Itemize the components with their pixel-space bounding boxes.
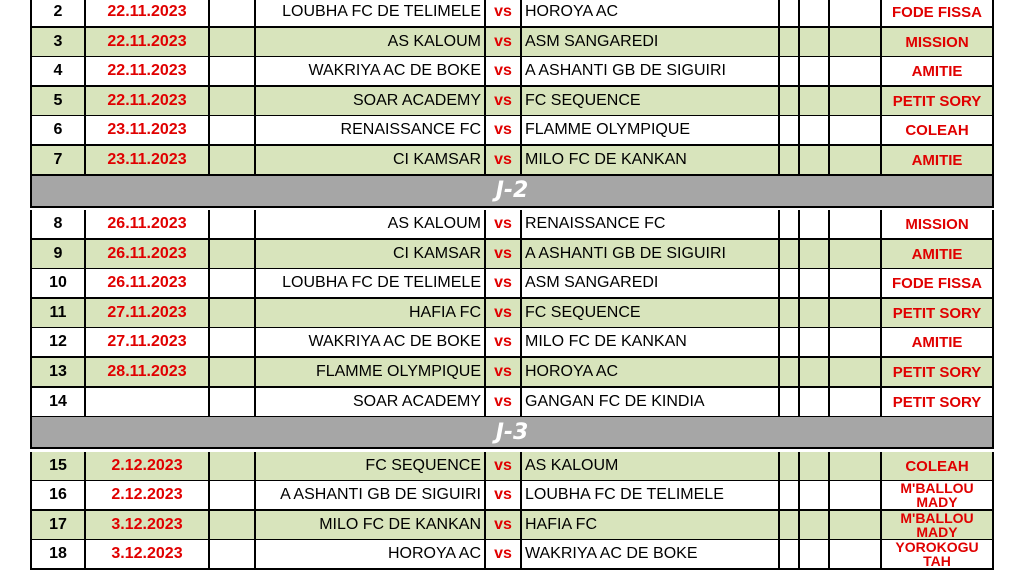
match-date: 22.11.2023 [86,0,210,26]
home-team: MILO FC DE KANKAN [256,511,486,539]
match-number: 7 [32,146,86,174]
home-team: CI KAMSAR [256,146,486,174]
blank-cell [830,0,882,26]
table-row [30,328,994,358]
blank-cell [800,511,830,539]
match-number: 8 [32,210,86,238]
blank-cell [800,388,830,416]
blank-cell [800,452,830,480]
away-team: MILO FC DE KANKAN [522,146,780,174]
blank-cell [780,511,800,539]
blank-cell [780,358,800,386]
table-row [30,116,994,146]
blank-cell [780,540,800,568]
table-row [30,452,994,482]
blank-cell [800,116,830,144]
blank-cell [830,269,882,297]
blank-cell [830,540,882,568]
blank-cell [780,269,800,297]
table-row [30,299,994,329]
table-row [30,0,994,28]
away-team: FLAMME OLYMPIQUE [522,116,780,144]
stadium-name: MISSION [905,215,969,233]
home-team: SOAR ACADEMY [256,388,486,416]
away-team: HOROYA AC [522,358,780,386]
blank-cell [210,452,256,480]
blank-cell [210,57,256,85]
blank-cell [210,0,256,26]
blank-cell [780,481,800,509]
home-team: AS KALOUM [256,210,486,238]
blank-cell [210,358,256,386]
table-row [30,511,994,541]
away-team: FC SEQUENCE [522,299,780,327]
match-date: 26.11.2023 [86,210,210,238]
stadium-name: COLEAH [905,457,969,475]
blank-cell [800,269,830,297]
blank-cell [830,328,882,356]
vs-label: vs [486,540,522,568]
blank-cell [800,358,830,386]
blank-cell [800,328,830,356]
blank-cell [800,87,830,115]
blank-cell [210,116,256,144]
match-date: 3.12.2023 [86,540,210,568]
blank-cell [800,299,830,327]
stadium-name: COLEAH [905,121,969,139]
blank-cell [210,328,256,356]
home-team: LOUBHA FC DE TELIMELE [256,269,486,297]
match-number: 2 [32,0,86,26]
stadium-name: PETIT SORY [892,393,982,411]
match-date: 22.11.2023 [86,87,210,115]
match-number: 4 [32,57,86,85]
away-team: ASM SANGAREDI [522,269,780,297]
blank-cell [800,146,830,174]
blank-cell [780,116,800,144]
vs-label: vs [486,358,522,386]
vs-label: vs [486,87,522,115]
blank-cell [830,358,882,386]
blank-cell [800,210,830,238]
blank-cell [830,210,882,238]
blank-cell [780,210,800,238]
blank-cell [780,299,800,327]
match-number: 6 [32,116,86,144]
stadium-name: FODE FISSA [891,274,982,292]
away-team: A ASHANTI GB DE SIGUIRI [522,57,780,85]
table-row [30,240,994,270]
round-separator [30,417,994,449]
blank-cell [830,57,882,85]
vs-label: vs [486,116,522,144]
stadium-line: YOROKOGU [895,540,979,555]
match-date: 27.11.2023 [86,328,210,356]
vs-label: vs [486,299,522,327]
table-row [30,358,994,388]
blank-cell [780,452,800,480]
blank-cell [780,87,800,115]
home-team: WAKRIYA AC DE BOKE [256,328,486,356]
blank-cell [800,0,830,26]
match-date: 22.11.2023 [86,57,210,85]
stadium-name: PETIT SORY [892,304,982,322]
stadium-line: M'BALLOU [900,481,974,496]
blank-cell [830,28,882,56]
match-number: 17 [32,511,86,539]
blank-cell [800,540,830,568]
home-team: SOAR ACADEMY [256,87,486,115]
match-number: 11 [32,299,86,327]
match-number: 14 [32,388,86,416]
match-date [86,388,210,416]
blank-cell [210,28,256,56]
stadium-name [882,511,992,539]
home-team: HAFIA FC [256,299,486,327]
match-date: 28.11.2023 [86,358,210,386]
stadium-name: AMITIE [911,62,963,80]
round-label: J-2 [495,178,529,204]
blank-cell [210,388,256,416]
table-row [30,540,994,570]
blank-cell [830,146,882,174]
match-number: 3 [32,28,86,56]
vs-label: vs [486,146,522,174]
vs-label: vs [486,240,522,268]
match-date: 23.11.2023 [86,146,210,174]
stadium-name: AMITIE [911,245,963,263]
vs-label: vs [486,0,522,26]
away-team: ASM SANGAREDI [522,28,780,56]
stadium-name [882,481,992,509]
blank-cell [830,87,882,115]
blank-cell [210,299,256,327]
blank-cell [780,146,800,174]
blank-cell [210,240,256,268]
blank-cell [780,388,800,416]
home-team: RENAISSANCE FC [256,116,486,144]
table-row [30,57,994,87]
match-number: 18 [32,540,86,568]
home-team: A ASHANTI GB DE SIGUIRI [256,481,486,509]
blank-cell [830,240,882,268]
blank-cell [800,240,830,268]
blank-cell [210,481,256,509]
table-row [30,481,994,511]
blank-cell [800,481,830,509]
blank-cell [210,210,256,238]
match-number: 9 [32,240,86,268]
table-row [30,388,994,418]
away-team: RENAISSANCE FC [522,210,780,238]
match-number: 16 [32,481,86,509]
match-number: 5 [32,87,86,115]
vs-label: vs [486,28,522,56]
match-date: 26.11.2023 [86,240,210,268]
home-team: FLAMME OLYMPIQUE [256,358,486,386]
stadium-name: MISSION [905,33,969,51]
vs-label: vs [486,511,522,539]
home-team: AS KALOUM [256,28,486,56]
match-date: 26.11.2023 [86,269,210,297]
stadium-line: MADY [916,494,958,509]
table-row [30,269,994,299]
stadium-line: MADY [916,524,958,539]
vs-label: vs [486,328,522,356]
vs-label: vs [486,452,522,480]
blank-cell [830,452,882,480]
stadium-name: FODE FISSA [891,3,982,21]
home-team: FC SEQUENCE [256,452,486,480]
stadium-name: AMITIE [911,151,963,169]
blank-cell [210,511,256,539]
blank-cell [210,269,256,297]
stadium-name: AMITIE [911,333,963,351]
round-separator [30,176,994,208]
away-team: AS KALOUM [522,452,780,480]
away-team: MILO FC DE KANKAN [522,328,780,356]
away-team: HAFIA FC [522,511,780,539]
match-date: 2.12.2023 [86,452,210,480]
match-date: 23.11.2023 [86,116,210,144]
away-team: WAKRIYA AC DE BOKE [522,540,780,568]
blank-cell [210,87,256,115]
away-team: FC SEQUENCE [522,87,780,115]
away-team: LOUBHA FC DE TELIMELE [522,481,780,509]
vs-label: vs [486,388,522,416]
vs-label: vs [486,57,522,85]
blank-cell [830,481,882,509]
match-date: 3.12.2023 [86,511,210,539]
match-number: 12 [32,328,86,356]
home-team: HOROYA AC [256,540,486,568]
away-team: A ASHANTI GB DE SIGUIRI [522,240,780,268]
stadium-name [882,540,992,568]
blank-cell [830,511,882,539]
vs-label: vs [486,481,522,509]
blank-cell [210,540,256,568]
vs-label: vs [486,210,522,238]
round-label: J-3 [495,419,529,445]
blank-cell [780,328,800,356]
blank-cell [830,299,882,327]
match-date: 22.11.2023 [86,28,210,56]
stadium-name: PETIT SORY [892,363,982,381]
home-team: CI KAMSAR [256,240,486,268]
blank-cell [830,116,882,144]
match-number: 13 [32,358,86,386]
table-row [30,87,994,117]
vs-label: vs [486,269,522,297]
match-number: 15 [32,452,86,480]
table-row [30,210,994,240]
blank-cell [210,146,256,174]
blank-cell [780,28,800,56]
home-team: WAKRIYA AC DE BOKE [256,57,486,85]
stadium-line: TAH [923,553,951,568]
away-team: GANGAN FC DE KINDIA [522,388,780,416]
table-row [30,146,994,176]
stadium-name: PETIT SORY [892,92,982,110]
blank-cell [780,0,800,26]
stadium-line: M'BALLOU [900,511,974,526]
match-number: 10 [32,269,86,297]
table-row [30,28,994,58]
blank-cell [780,57,800,85]
blank-cell [830,388,882,416]
match-date: 2.12.2023 [86,481,210,509]
away-team: HOROYA AC [522,0,780,26]
match-date: 27.11.2023 [86,299,210,327]
blank-cell [800,57,830,85]
home-team: LOUBHA FC DE TELIMELE [256,0,486,26]
blank-cell [780,240,800,268]
blank-cell [800,28,830,56]
